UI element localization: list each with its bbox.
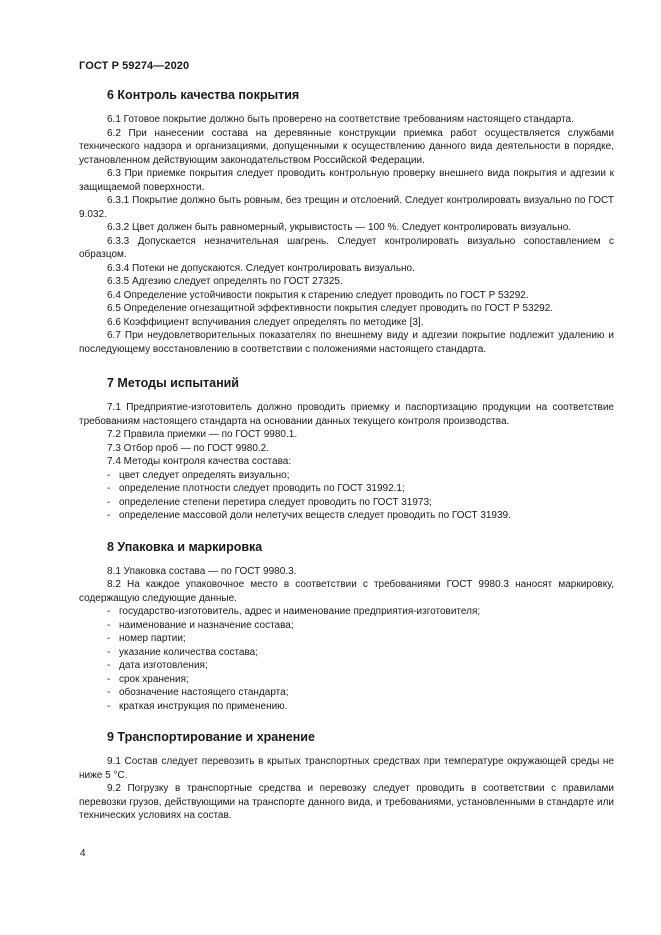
- list-item: [79, 469, 614, 483]
- paragraph: 6.3.5 Адгезию следует определять по ГОСТ 27325.: [107, 276, 343, 287]
- section: [79, 376, 614, 523]
- section: [79, 88, 614, 356]
- paragraph: 9.1 Состав следует перевозить в крытых транспортных средствах при температуре окружающей среды не ниже 5 °С.: [79, 756, 614, 781]
- list-bullet: -: [107, 700, 111, 712]
- list-bullet: -: [107, 619, 111, 631]
- section: [79, 540, 614, 714]
- list-item-text: определение плотности следует проводить по ГОСТ 31992.1;: [119, 483, 405, 494]
- list-bullet: -: [107, 660, 111, 671]
- list-item: [79, 686, 614, 700]
- section-title: 8 Упаковка и маркировка: [107, 539, 263, 554]
- list-item: [79, 646, 614, 660]
- list-item-text: обозначение настоящего стандарта;: [119, 687, 289, 698]
- section-title: 6 Контроль качества покрытия: [107, 88, 300, 102]
- list-item-text: цвет следует определять визуально;: [119, 469, 290, 481]
- list-item: [79, 482, 614, 496]
- paragraph: 6.5 Определение огнезащитной эффективности покрытия следует проводить по ГОСТ Р 53292.: [107, 303, 554, 314]
- list-item-text: государство-изготовитель, адрес и наименование предприятия-изготовителя;: [119, 606, 481, 617]
- list-bullet: -: [107, 687, 111, 698]
- document-header: ГОСТ Р 59274—2020: [79, 60, 190, 72]
- paragraph: 6.3.4 Потеки не допускаются. Следует контролировать визуально.: [107, 262, 415, 274]
- list-bullet: -: [107, 646, 111, 658]
- list-item: [79, 659, 614, 673]
- list-item-text: номер партии;: [119, 633, 186, 644]
- paragraph: 7.2 Правила приемки — по ГОСТ 9980.1.: [107, 429, 298, 440]
- list-item: [79, 509, 614, 523]
- paragraph: 6.3.1 Покрытие должно быть ровным, без трещин и отслоений. Следует контролировать визуально по ГОСТ 9.032.: [79, 195, 614, 220]
- paragraph: 8.2 На каждое упаковочное место в соответствии с требованиями ГОСТ 9980.3 наносят маркировку, содержащую следующие данные.: [79, 579, 614, 604]
- list-item: [79, 673, 614, 687]
- list-bullet: -: [107, 673, 111, 685]
- list-item-text: дата изготовления;: [119, 660, 208, 671]
- section-title: 9 Транспортирование и хранение: [107, 730, 315, 744]
- paragraph: 6.3.3 Допускается незначительная шагрень. Следует контролировать визуально сопоставлением с образцом.: [79, 235, 614, 260]
- list-item-text: определение степени перетира следует проводить по ГОСТ 31973;: [119, 496, 432, 508]
- document-body: [79, 88, 614, 823]
- list-item-text: срок хранения;: [119, 673, 189, 685]
- paragraph: 7.1 Предприятие-изготовитель должно проводить приемку и паспортизацию продукции на соответствие требованиям настоящего стандарта на основании данных текущего контроля производства.: [79, 402, 614, 427]
- paragraph: 6.6 Коэффициент вспучивания следует определять по методике [3].: [107, 316, 424, 328]
- paragraph: 6.7 При неудовлетворительных показателях по внешнему виду и адгезии покрытие подлежит удалению и последующему восстановлению в соответствии с положениями настоящего стандарта.: [79, 330, 614, 355]
- list-item-text: определение массовой доли нелетучих веществ следует проводить по ГОСТ 31939.: [119, 510, 511, 521]
- paragraph: 7.4 Методы контроля качества состава:: [107, 456, 292, 467]
- list-item: [79, 700, 614, 714]
- list-item: [79, 619, 614, 633]
- paragraph: 8.1 Упаковка состава — по ГОСТ 9980.3.: [107, 565, 297, 577]
- list-bullet: -: [107, 469, 111, 481]
- section-title: 7 Методы испытаний: [107, 376, 239, 390]
- list-item: [79, 496, 614, 510]
- list-bullet: -: [107, 483, 111, 494]
- list-item: [79, 605, 614, 619]
- list-item: [79, 632, 614, 646]
- list-bullet: -: [107, 606, 111, 617]
- paragraph: 6.2 При нанесении состава на деревянные конструкции приемка работ осуществляется службами технического надзора и организациями, допущенными к осуществлению данного вида деятельности в порядке, установленном действующим законодательством Российской Федерации.: [79, 127, 614, 166]
- paragraph: 6.4 Определение устойчивости покрытия к старению следует проводить по ГОСТ Р 53292.: [107, 289, 529, 301]
- page-number: 4: [80, 848, 86, 859]
- paragraph: 6.3 При приемке покрытия следует проводить контрольную проверку внешнего вида покрытия и адгезии к защищаемой поверхности.: [79, 168, 614, 193]
- paragraph: 9.2 Погрузку в транспортные средства и перевозку следует проводить в соответствии с правилами перевозки грузов, действующими на транспорте данного вида, и требованиями, установленными в стандарте или технических условиях на состав.: [79, 783, 614, 821]
- section: [79, 730, 614, 823]
- list-bullet: -: [107, 633, 111, 644]
- paragraph: 7.3 Отбор проб — по ГОСТ 9980.2.: [107, 442, 270, 454]
- list-bullet: -: [107, 510, 111, 521]
- paragraph: 6.1 Готовое покрытие должно быть проверено на соответствие требованиям настоящего стандарта.: [107, 114, 574, 125]
- paragraph: 6.3.2 Цвет должен быть равномерный, укрывистость — 100 %. Следует контролировать визуально.: [107, 222, 572, 233]
- list-item-text: краткая инструкция по применению.: [119, 700, 288, 712]
- list-bullet: -: [107, 496, 111, 508]
- list-item-text: указание количества состава;: [119, 646, 259, 658]
- list-item-text: наименование и назначение состава;: [119, 619, 294, 631]
